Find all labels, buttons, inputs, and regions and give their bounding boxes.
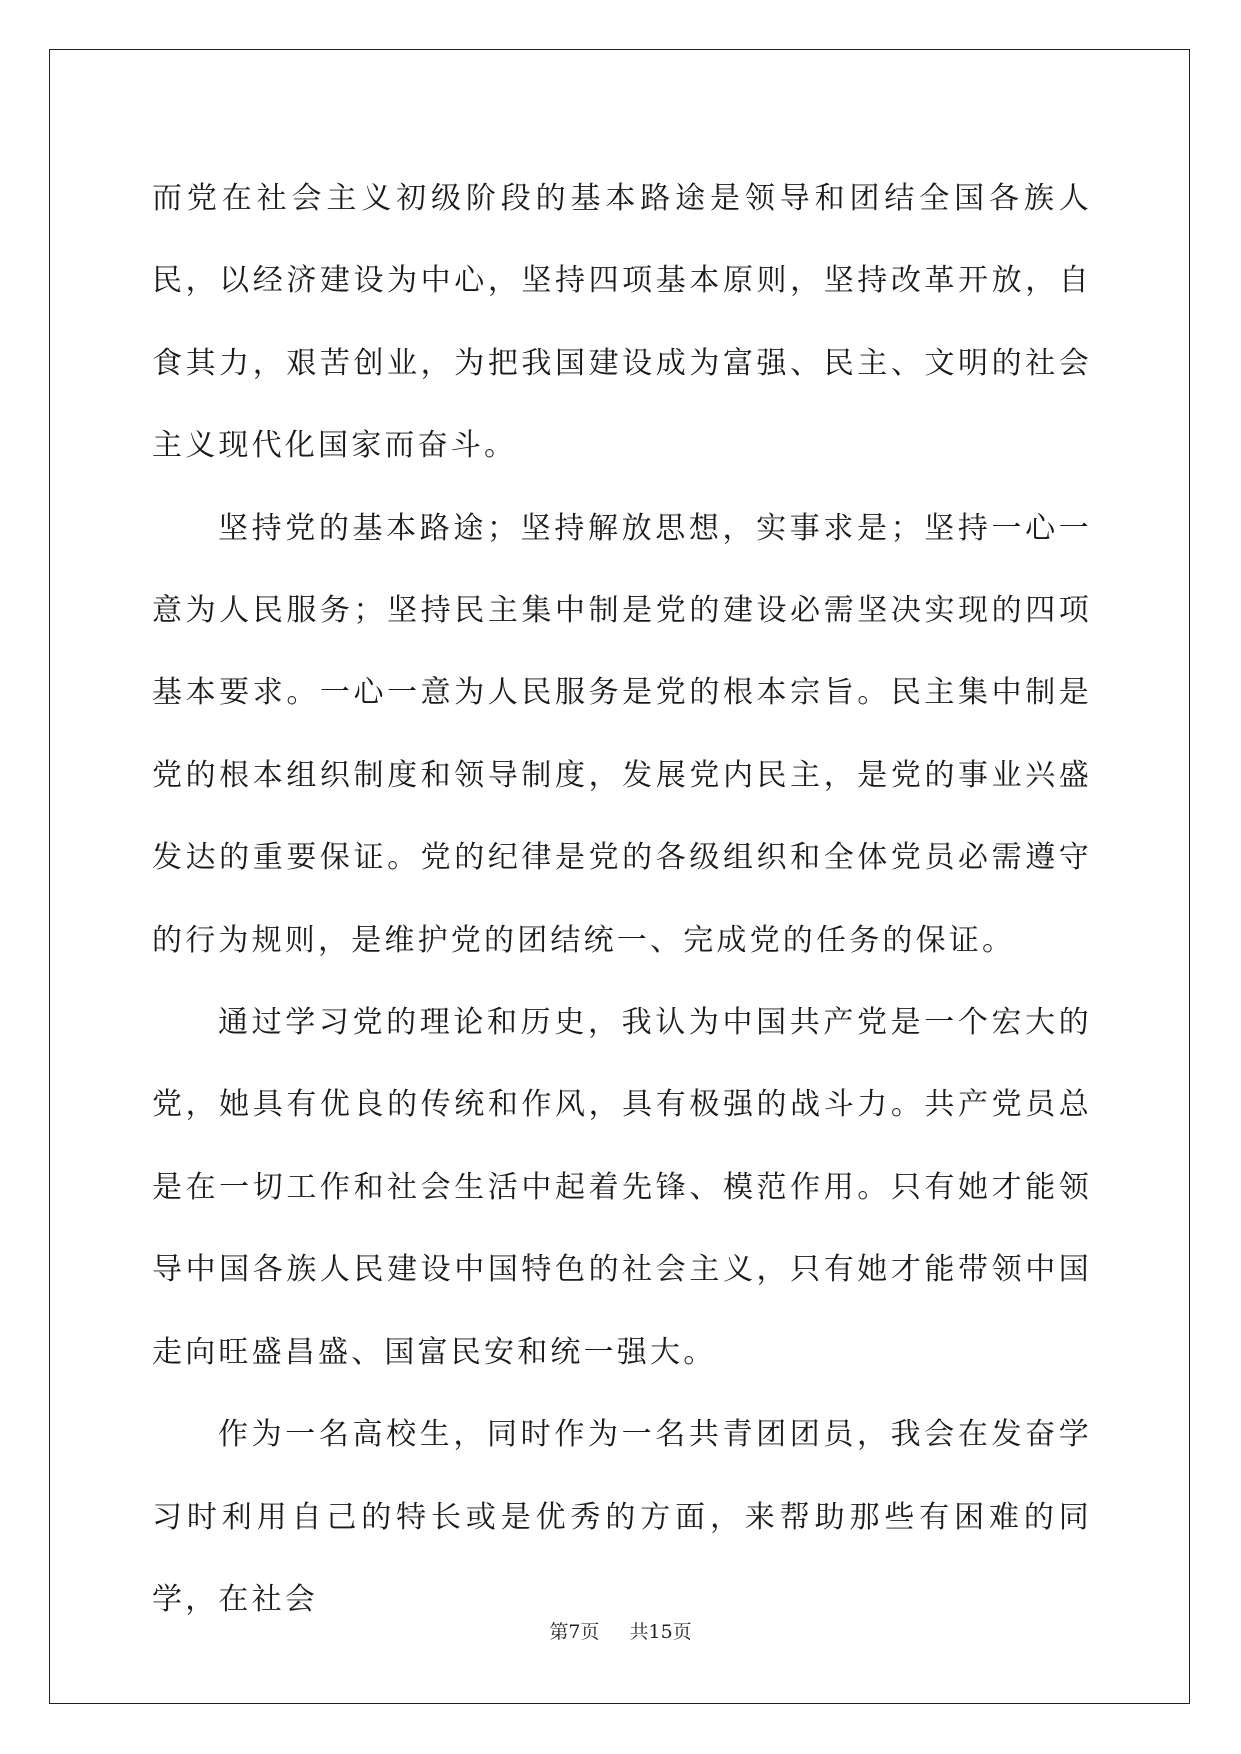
paragraph-2: 坚持党的基本路途；坚持解放思想，实事求是；坚持一心一意为人民服务；坚持民主集中制是党的建设必需坚决实现的四项基本要求。一心一意为人民服务是党的根本宗旨。民主集中制是党的根本组织制度和领导制度，发展党内民主，是党的事业兴盛发达的重要保证。党的纪律是党的各级组织和全体党员必需遵守的行为规则，是维护党的团结统一、完成党的任务的保证。 (152, 510, 1092, 958)
document-body (152, 158, 1092, 1641)
paragraph-1: 而党在社会主义初级阶段的基本路途是领导和团结全国各族人民，以经济建设为中心，坚持四项基本原则，坚持改革开放，自食其力，艰苦创业，为把我国建设成为富强、民主、文明的社会主义现代化国家而奋斗。 (152, 181, 1092, 464)
total-pages-label: 共15页 (629, 1621, 692, 1643)
page-footer (0, 1617, 1241, 1644)
current-page-label: 第7页 (549, 1621, 600, 1643)
paragraph-4: 作为一名高校生，同时作为一名共青团团员，我会在发奋学习时利用自己的特长或是优秀的方面，来帮助那些有困难的同学，在社会 (152, 1417, 1092, 1617)
paragraph-3: 通过学习党的理论和历史，我认为中国共产党是一个宏大的党，她具有优良的传统和作风，具有极强的战斗力。共产党员总是在一切工作和社会生活中起着先锋、模范作用。只有她才能领导中国各族人民建设中国特色的社会主义，只有她才能带领中国走向旺盛昌盛、国富民安和统一强大。 (152, 1005, 1092, 1370)
